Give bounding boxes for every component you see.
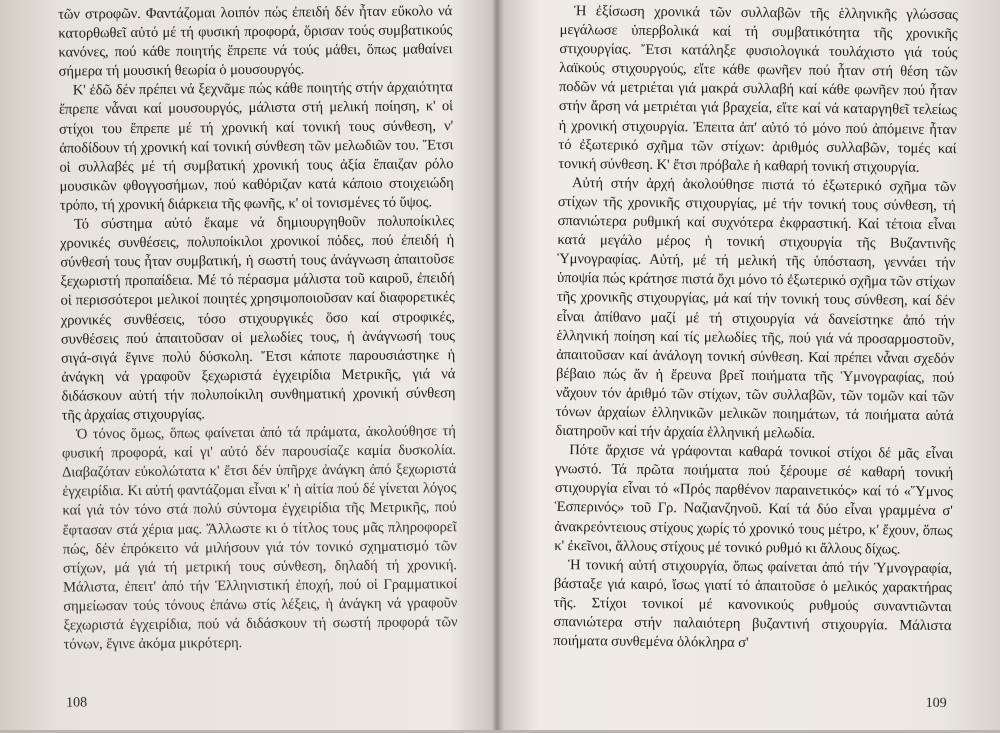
- page-number: 108: [66, 695, 88, 711]
- paragraph: Ἡ τονική αὐτή στιχουργία, ὅπως φαίνεται ἀπό τήν Ὑμνογραφία, βάσταξε γιά καιρό, ἴσως γιατί τό ἀπαιτοῦσε ὁ μελικός χαρακτήρας τῆς. Στίχοι τονικοί μέ κανονικούς ρυθμούς συναντιῶνται σπανιώτερα στήν παλαιότερη βυζαντινή στιχουργία. Μάλιστα ποιήματα συνθεμένα ὁλόκληρα σ': [553, 556, 953, 652]
- page-number: 109: [925, 695, 947, 712]
- paragraph: Κ' ἐδῶ δέν πρέπει νά ξεχνᾶμε πώς κάθε ποιητής στήν ἀρχαιότητα ἔπρεπε νἆναι καί μουσουργός, μάλιστα στή μελική ποίηση, κ' οἱ στίχοι του ἔπρεπε μέ τή χρονική καί τονική τους σύνθεση, ν' ἀποδίδουν τή χρονική καί τονική σύνθεση τῶν μελωδιῶν του. Ἔτσι οἱ συλλαβές μέ τή συμβατική χρονική τους ἀξία ἔπαιζαν ρόλο μουσικῶν φθογγοσήμων, πού καθόριζαν κατά κάποιο στοιχειώδη τρόπο, τή χρονική διάρκεια τῆς φωνῆς, κ' οἱ τονισμένες τό ὕψος.: [58, 79, 454, 214]
- left-page-text: [58, 2, 458, 655]
- paragraph: Πότε ἄρχισε νά γράφονται καθαρά τονικοί στίχοι δέ μᾶς εἶναι γνωστό. Τά πρῶτα ποιήματα πού ξέρουμε σέ καθαρή τονική στιχουργία εἶναι τό «Πρός παρθένον παραινετικός» καί τό «Ὕμνος Ἑσπερινός» τοῦ Γρ. Ναζιανζηνοῦ. Καί τά δύο εἶναι γραμμένα σ' ἀνακρεόντειους στίχους χωρίς τό χρονικό τους μέτρο, κ' ἔχουν, ὅπως κ' ἐκεῖνοι, ἄλλους στίχους μέ τονικό ρυθμό κι ἄλλους δίχως.: [554, 442, 954, 558]
- paragraph: Αὐτή στήν ἀρχή ἀκολούθησε πιστά τό ἐξωτερικό σχῆμα τῶν στίχων τῆς χρονικῆς στιχουργίας, μέ τήν τονική τους σύνθεση, τή σπανιώτερα ρυθμική καί συχνότερα ἐκφραστική. Καί τέτοια εἶναι κατά μεγάλο μέρος ἡ τονική στιχουργία τῆς Βυζαντινῆς Ὑμνογραφίας. Αὐτή, μέ τή μελική τῆς ὑπόσταση, γεννάει τήν ὑποψία πώς κράτησε πιστά ὄχι μόνο τό ἐξωτερικό σχῆμα τῶν στίχων τῆς χρονικῆς στιχουργίας, μά καί τήν τονική τους σύνθεση, καί δέν εἶναι ἀπίθανο μαζί μέ τή στιχουργία νά δανείστηκε ἀπό τήν ἑλληνική ποίηση καί τίς μελωδίες τῆς, πού γιά νά προσαρμοστοῦν, ἀπαιτοῦσαν καί ἀνάλογη τονική σύνθεση. Καί πρέπει νἆναι σχεδόν βέβαιο πώς ἄν ἡ ἔρευνα βρεῖ ποιήματα τῆς Ὑμνογραφίας, πού νἄχουν τόν ἀριθμό τῶν στίχων, τῶν συλλαβῶν, τῶν τομῶν καί τῶν τόνων ἀρχαίων ἑλληνικῶν μελικῶν ποιημάτων, τά ποιήματα αὐτά διατηροῦν καί τήν ἀρχαία ἑλληνική μελωδία.: [555, 174, 957, 442]
- paragraph: Ἡ ἐξίσωση χρονικά τῶν συλλαβῶν τῆς ἑλληνικῆς γλώσσας μεγάλωσε ὑπερβολικά καί τή συμβατικότητα τῆς χρονικῆς στιχουργίας. Ἔτσι κατάληξε φυσιολογικά τουλάχιστο γιά τούς λαϊκούς στιχουργούς, εἴτε κάθε φωνῆεν πού ἦταν στή θέση τῶν ποδῶν νά μετριέται γιά μακρά συλλαβή καί κάθε φωνῆεν πού ἦταν στήν ἄρση νά μετριέται γιά βραχεία, εἴτε καί νά καταργηθεῖ τελείως ἡ χρονική στιχουργία. Ἐπειτα ἀπ' αὐτό τό μόνο πού ἀπόμεινε ἦταν τό ἐξωτερικό σχῆμα τῶν στίχων: ἀριθμός συλλαβῶν, τομές καί τονική σύνθεση. Κ' ἔτσι πρόβαλε ἡ καθαρή τονική στιχουργία.: [558, 3, 958, 176]
- right-page: [500, 0, 1000, 733]
- left-page: [0, 0, 498, 732]
- paragraph: Ὁ τόνος ὅμως, ὅπως φαίνεται ἀπό τά πράματα, ἀκολούθησε τή φυσική προφορά, καί γι' αὐτό δέν παρουσίαζε καμία δυσκολία. Διαβαζόταν εὐκολώτατα κ' ἔτσι δέν ὑπῆρχε ἀνάγκη ἀπό ξεχωριστά ἐγχειρίδια. Κι αὐτή φαντάζομαι εἶναι κ' ἡ αἰτία πού δέ γίνεται λόγος καί γιά τόν τόνο στά πολύ σύντομα ἐγχειρίδια τῆς Μετρικῆς, πού ἔφτασαν στά χέρια μας. Ἄλλωστε κι ὁ τίτλος τους μᾶς πληροφορεῖ πώς, δέν ἐπρόκειτο νά μιλήσουν γιά τόν τονικό σχηματισμό τῶν στίχων, μά γιά τή μετρική τους σύνθεση, δηλαδή τή χρονική. Μάλιστα, ἐπειτ' ἀπό τήν Ἑλληνιστική ἐποχή, πού οἱ Γραμματικοί σημείωσαν τούς τόνους ἐπάνω στίς λέξεις, ἡ ἀνάγκη νά γραφοῦν ξεχωριστά ἐγχειρίδια, πού νά διδάσκουν τή σωστή προφορά τῶν τόνων, ἔγινε ἀκόμα μικρότερη.: [61, 423, 458, 653]
- paragraph: Τό σύστημα αὐτό ἔκαμε νά δημιουργηθοῦν πολυποίκιλες χρονικές συνθέσεις, πολυποίκιλοι χρονικοί πόδες, πού ἐπειδή ἡ σύνθεσή τους ἦταν συμβατική, ἡ σωστή τους ἀνάγνωση ἀπαιτοῦσε ξεχωριστή προπαίδεια. Μέ τό πέρασμα μάλιστα τοῦ καιροῦ, ἐπειδή οἱ περισσότεροι μελικοί ποιητές χρησιμοποιοῦσαν καί διαφορετικές χρονικές συνθέσεις, τόσο στιχουργικές ὅσο καί στροφικές, συνθέσεις πού ἀπαιτοῦσαν οἱ μελωδίες τους, ἡ ἀνάγνωσή τους σιγά-σιγά ἔγινε πολύ δύσκολη. Ἔτσι κάποτε παρουσιάστηκε ἡ ἀνάγκη νά γραφοῦν ξεχωριστά ἐγχειρίδια Μετρικῆς, γιά νά διδάσκουν αὐτή τήν πολυποίκιλη συνθηματική χρονική σύνθεση τῆς ἀρχαίας στιχουργίας.: [60, 213, 456, 424]
- paragraph: τῶν στροφῶν. Φαντάζομαι λοιπόν πώς ἐπειδή δέν ἦταν εὔκολο νά κατορθωθεῖ αὐτό μέ τή φυσική προφορά, ὅρισαν τούς συμβατικούς κανόνες, πού κάθε ποιητής ἔπρεπε νά τούς μάθει, ὅπως μαθαίνει σήμερα τή μουσική θεωρία ὁ μουσουργός.: [58, 3, 453, 80]
- right-page-text: [553, 2, 958, 655]
